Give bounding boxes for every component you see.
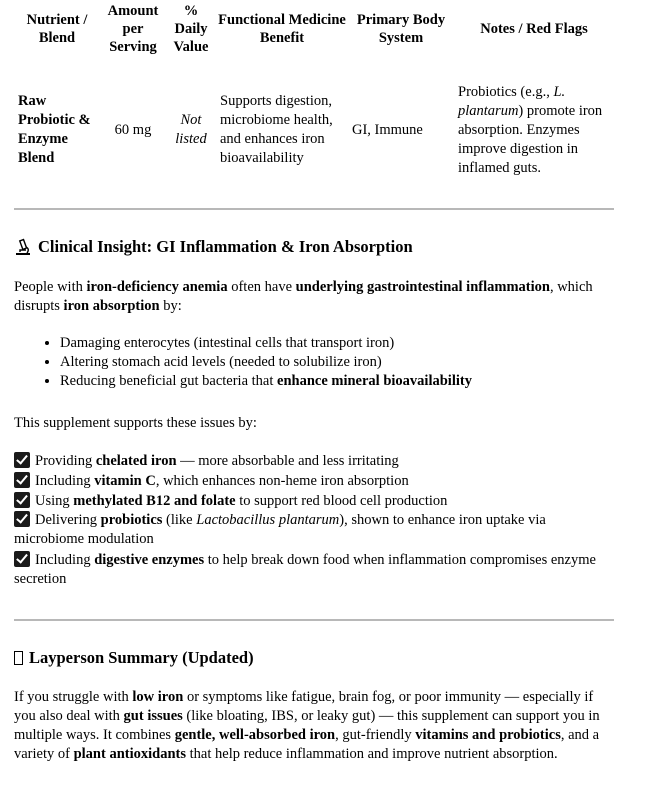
supports-text: This supplement supports these issues by: xyxy=(14,415,257,431)
cell-benefit: Supports digestion, microbiome health, and enhances iron bioavailability xyxy=(220,93,333,166)
cell-notes: Probiotics (e.g., L. plantarum) promote iron absorption. Enzymes improve digestion in inflamed guts. xyxy=(458,83,603,176)
summary-text: If you struggle with low iron or symptoms like fatigue, brain fog, or poor immunity — especially if you also deal with gut issues (like bloating, IBS, or leaky gut) — this supplement can support you in multiple ways. It combines gentle, well-absorbed iron, gut-friendly vitamins and probiotics, and a variety of plant antioxidants that help reduce inflammation and improve nutrient absorption. xyxy=(14,689,600,762)
clinical-intro: People with iron-deficiency anemia often have underlying gastrointestinal inflammation, which disrupts iron absorption by: xyxy=(14,279,593,314)
check-item: Providing chelated iron — more absorbable and less irritating xyxy=(14,451,614,471)
table-header-row xyxy=(14,2,614,66)
cell-amount: 60 mg xyxy=(114,121,152,138)
list-item: • Damaging enterocytes (intestinal cells that transport iron) xyxy=(60,334,614,353)
clinical-heading: Clinical Insight: GI Inflammation & Iron Absorption xyxy=(14,236,614,258)
placeholder-box-icon xyxy=(14,651,23,665)
cell-body-system: GI, Immune xyxy=(352,121,423,138)
check-list xyxy=(14,451,614,589)
header-amount: Amount per Serving xyxy=(107,3,159,55)
check-mark-icon xyxy=(14,472,30,488)
list-item: • Altering stomach acid levels (needed to solubilize iron) xyxy=(60,353,614,372)
header-body-system: Primary Body System xyxy=(356,12,446,46)
cell-daily-value: Not listed xyxy=(175,112,207,147)
check-item: Using methylated B12 and folate to support red blood cell production xyxy=(14,491,614,511)
microscope-icon xyxy=(14,238,32,256)
table-row xyxy=(14,66,614,194)
check-mark-icon xyxy=(14,492,30,508)
header-daily-value: % Daily Value xyxy=(173,3,209,55)
nutrient-table xyxy=(14,2,614,194)
header-benefit: Functional Medicine Benefit xyxy=(218,12,346,46)
cell-nutrient: Raw Probiotic & Enzyme Blend xyxy=(18,93,91,166)
check-mark-icon xyxy=(14,511,30,527)
check-item: Delivering probiotics (like Lactobacillus plantarum), shown to enhance iron uptake via microbiome modulation xyxy=(14,512,546,547)
summary-heading: Layperson Summary (Updated) xyxy=(14,647,614,669)
divider xyxy=(14,619,614,621)
clinical-bullet-list xyxy=(14,334,614,391)
header-nutrient: Nutrient / Blend xyxy=(26,12,88,46)
check-item: Including digestive enzymes to help break down food when inflammation compromises enzyme secretion xyxy=(14,552,596,587)
check-item: Including vitamin C, which enhances non-heme iron absorption xyxy=(14,471,614,491)
document-page xyxy=(14,0,614,764)
check-mark-icon xyxy=(14,551,30,567)
divider xyxy=(14,208,614,210)
check-mark-icon xyxy=(14,452,30,468)
header-notes: Notes / Red Flags xyxy=(480,21,588,37)
list-item: • Reducing beneficial gut bacteria that enhance mineral bioavailability xyxy=(60,372,614,391)
